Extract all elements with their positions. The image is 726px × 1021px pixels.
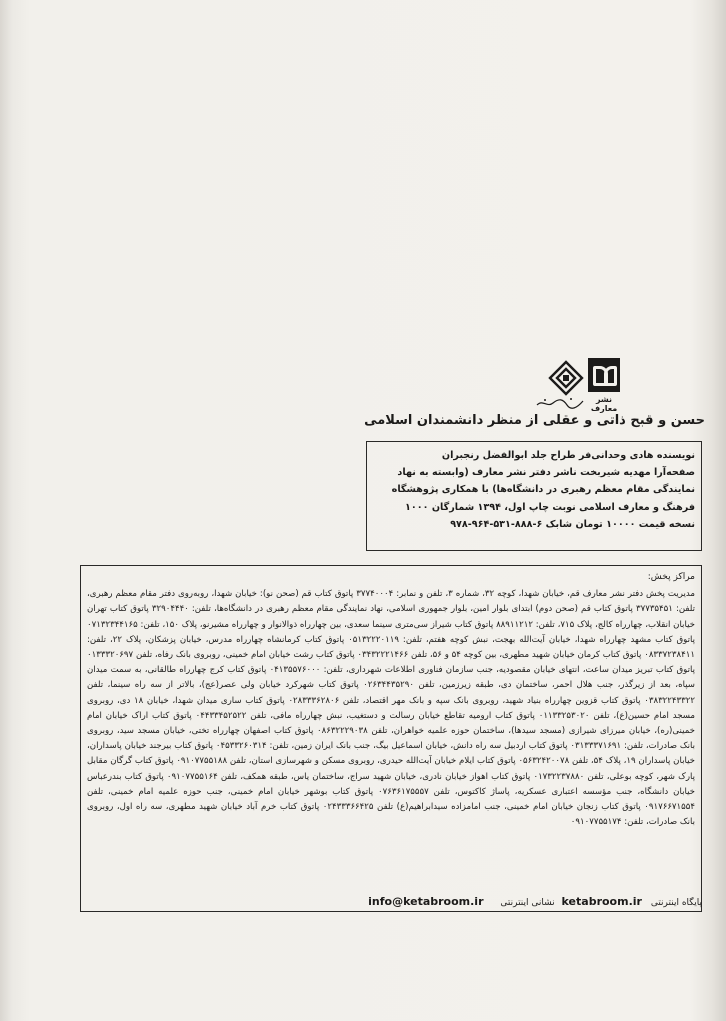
- book-title: حسن و قبح ذاتی و عقلی از منظر دانشمندان اسلامی: [364, 413, 705, 428]
- publisher-name: نشر معارف: [590, 395, 618, 413]
- website-link[interactable]: ketabroom.ir: [561, 895, 642, 908]
- publication-details-box: [366, 441, 702, 551]
- publisher-logo: [588, 358, 622, 413]
- online-address-label: نشانی اینترنتی: [500, 898, 555, 908]
- website-label: پایگاه اینترنتی: [650, 898, 702, 908]
- email-link[interactable]: info@ketabroom.ir: [368, 895, 484, 908]
- details-line: نویسنده هادی وحدانی‌فر طراح جلد ابوالفضل رنجبران: [441, 450, 695, 461]
- details-line: صفحه‌آرا مهدیه شیربخت ناشر دفتر نشر معارف (وابسته به نهاد: [397, 467, 695, 479]
- details-line: نمایندگی مقام معظم رهبری در دانشگاه‌ها) با همکاری پژوهشگاه: [391, 484, 695, 496]
- details-line: نسخه قیمت ۱۰۰۰۰ تومان شابک ۶-۸۸۸-۵۳۱-۹۶۴-۹۷۸: [450, 518, 695, 530]
- calligraphy-logo-icon: [535, 396, 585, 410]
- publisher-mark-icon: [588, 358, 620, 392]
- details-line: فرهنگ و معارف اسلامی نوبت چاپ اول، ۱۳۹۴ شمارگان ۱۰۰۰: [405, 501, 695, 513]
- ornament-logo-icon: [548, 360, 584, 398]
- contact-line: [80, 895, 702, 908]
- distribution-body: مدیریت پخش دفتر نشر معارف قم، خیابان شهدا، کوچه ۳۲، شماره ۳، تلفن و نمابر: ۳۷۷۴۰۰۰۴ پاتوق کتاب قم (صحن نو): خیابان شهدا، روبه‌روی دفتر مقام معظم رهبری، تلفن: ۳۷۷۳۵۴۵۱ پاتوق کتاب قم (صحن دوم) ابتدای بلوار امین، بلوار جمهوری اسلامی، نهاد نمایندگی مقام معظم رهبری در دانشگاه‌ها، تلفن: ۳۲۹۰۴۴۴۰ پاتوق کتاب تهران خیابان انقلاب، چهارراه کالج، پلاک ۷۱۵، تلفن: ۸۸۹۱۱۲۱۲ پاتوق کتاب شیراز سی‌متری سینما سعدی، بین چهارراه ذوالانوار و چهارراه مشیرنو، پلاک ۱۵۰، تلفن: ۰۷۱۳۲۳۴۴۱۶۵ پاتوق کتاب مشهد چهارراه شهدا، خیابان آیت‌الله بهجت، نبش کوچه هفتم، تلفن: ۰۵۱۳۲۲۲۰۱۱۹ پاتوق کتاب کرمانشاه چهارراه مدرس، خیابان پزشکان، پلاک ۲۲، تلفن: ۰۸۳۳۷۲۳۸۴۱۱ پاتوق کتاب کرمان خیابان شهید مطهری، بین کوچه ۵۴ و ۵۶، تلفن ۰۳۴۳۲۲۲۱۴۶۶ پاتوق کتاب رشت خیابان امام خمینی، روبروی بانک رفاه، تلفن ۰۱۳۳۳۲۰۶۹۷ پاتوق کتاب تبریز میدان ساعت، انتهای خیابان مقصودیه، جنب سازمان فناوری اطلاعات شهرداری، تلفن: ۰۴۱۳۵۵۷۶۰۰۰ پاتوق کتاب کرج چهارراه طالقانی، به سمت میدان سپاه، بعد از زیرگذر، جنب هلال احمر، ساختمان دی، طبقه زیرزمین، تلفن ۰۲۶۳۴۴۳۵۲۹۰ پاتوق کتاب شهرکرد خیابان ولی عصر(عج)، بالاتر از سه راه سینما، تلفن ۰۳۸۳۲۲۴۳۳۲۲ پاتوق کتاب قزوین چهارراه بنیاد شهید، روبروی بانک سپه و بانک مهر اقتصاد، تلفن ۰۲۸۳۳۳۶۲۸۰۶ پاتوق کتاب ساری میدان شهدا، خیابان ۱۸ دی، روبروی مسجد امام حسین(ع)، تلفن ۰۱۱۳۳۲۵۳۰۲۰ پاتوق کتاب ارومیه تقاطع خیابان رسالت و دستغیب، نبش چهارراه مافی، تلفن ۰۴۴۳۳۴۵۲۵۲۲ پاتوق کتاب اراک خیابان امام خمینی(ره)، خیابان میرزای شیرازی (مسجد سیدها)، ساختمان حوزه علمیه خواهران، تلفن ۰۸۶۳۲۲۲۹۰۳۸ پاتوق کتاب اصفهان چهارراه تختی، خیابان مسجد سید، روبروی بانک صادرات، تلفن: ۰۳۱۳۳۳۷۱۶۹۱ پاتوق کتاب اردبیل سه راه دانش، خیابان اسماعیل بیگ، جنب بانک ایران زمین، تلفن: ۰۴۵۳۳۲۶۰۳۱۴ پاتوق کتاب بیرجند خیابان پاسداران، خیابان پاسداران ۱۹، پلاک ۵۴، تلفن ۰۵۶۳۲۴۲۰۰۷۸ پاتوق کتاب ایلام خیابان آیت‌الله حیدری، روبروی مسکن و شهرسازی استان، تلفن ۰۹۱۰۷۷۵۵۱۸۸ پاتوق کتاب گرگان مقابل پارک شهر، کوچه بوعلی، تلفن ۰۱۷۳۲۲۳۷۸۸۰ پاتوق کتاب اهواز خیابان نادری، خیابان شهید سراج، ساختمان یاس، طبقه همکف، تلفن ۰۹۱۰۷۷۵۵۱۶۴ پاتوق کتاب بندرعباس خیابان دانشگاه، جنب مؤسسه اعتباری عسکریه، پاساژ کاکتوس، تلفن ۰۷۶۳۶۱۷۵۵۵۷ پاتوق کتاب بوشهر خیابان امام خمینی، جنب حوزه علمیه امام خمینی، تلفن ۰۹۱۷۶۶۷۱۵۵۴ پاتوق کتاب زنجان خیابان امام خمینی، جنب امامزاده سیدابراهیم(ع) تلفن ۰۲۴۳۳۳۶۶۴۲۵ پاتوق کتاب خرم آباد خیابان شهید مطهری، سه راه اول، روبروی بانک صادرات، تلفن: ۰۹۱۰۷۷۵۵۱۷۴: [87, 589, 696, 828]
- distribution-heading: مراکز پخش:: [647, 572, 695, 582]
- distribution-centers-box: [80, 565, 702, 912]
